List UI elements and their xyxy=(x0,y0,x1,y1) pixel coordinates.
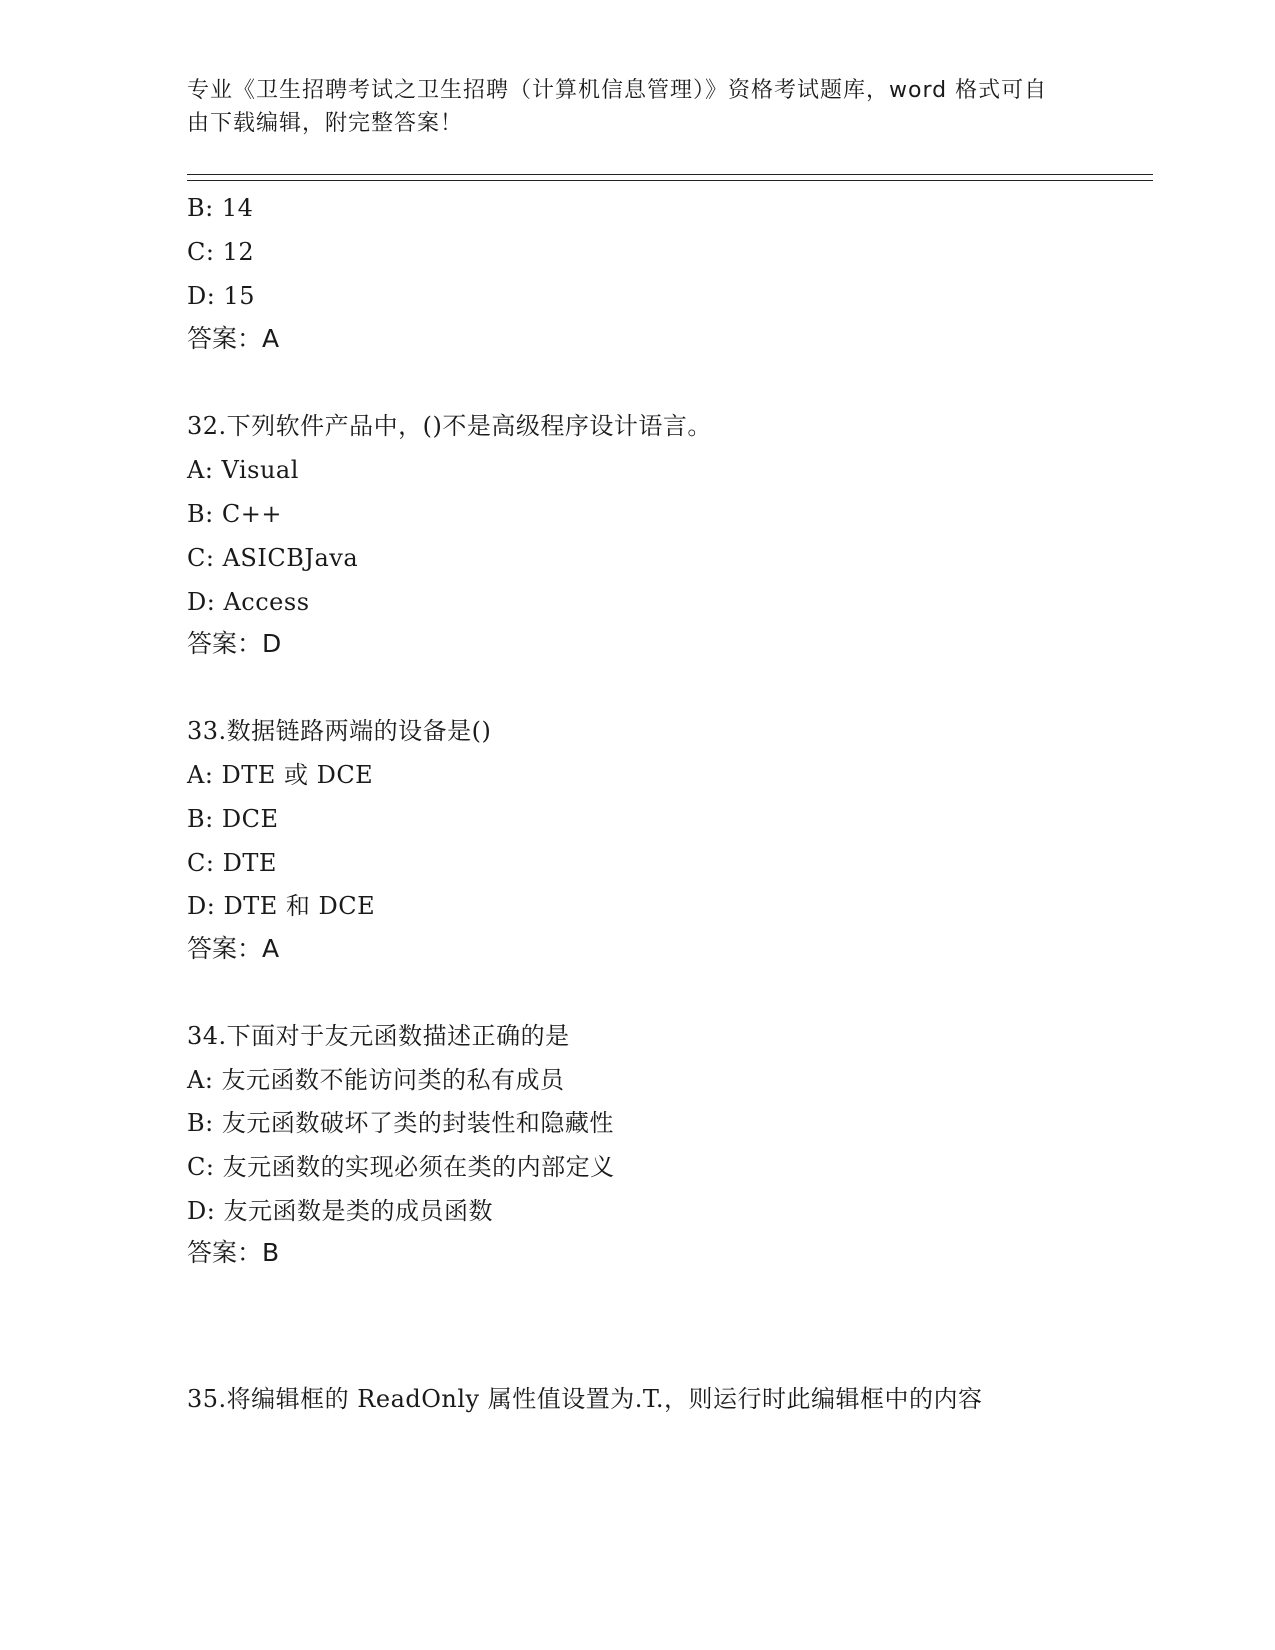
q33-answer: 答案：A xyxy=(187,934,280,963)
q33-option-c: C: DTE xyxy=(187,849,277,877)
q33-question: 33.数据链路两端的设备是() xyxy=(187,717,492,745)
q34-question: 34.下面对于友元函数描述正确的是 xyxy=(187,1022,570,1050)
document-header: 专业《卫生招聘考试之卫生招聘（计算机信息管理）》资格考试题库，word 格式可自由下载编辑，附完整答案！ xyxy=(187,78,1048,136)
q34-answer: 答案：B xyxy=(187,1238,280,1267)
q32-answer: 答案：D xyxy=(187,629,282,658)
header-divider-top xyxy=(187,174,1153,175)
q34-option-b: B: 友元函数破坏了类的封装性和隐藏性 xyxy=(187,1109,614,1137)
q31-option-c: C: 12 xyxy=(187,238,255,266)
q31-answer: 答案：A xyxy=(187,324,280,353)
q35-question: 35.将编辑框的 ReadOnly 属性值设置为.T.，则运行时此编辑框中的内容 xyxy=(187,1385,983,1413)
q32-option-d: D: Access xyxy=(187,588,310,616)
q34-option-c: C: 友元函数的实现必须在类的内部定义 xyxy=(187,1153,615,1181)
q33-option-b: B: DCE xyxy=(187,805,279,833)
q32-question: 32.下列软件产品中，()不是高级程序设计语言。 xyxy=(187,412,712,440)
q33-option-d: D: DTE 和 DCE xyxy=(187,892,376,920)
q31-option-d: D: 15 xyxy=(187,282,255,310)
q32-option-c: C: ASICBJava xyxy=(187,544,359,572)
q34-option-a: A: 友元函数不能访问类的私有成员 xyxy=(187,1066,565,1094)
q32-option-a: A: Visual xyxy=(187,456,299,484)
q31-option-b: B: 14 xyxy=(187,194,254,222)
header-divider-bottom xyxy=(187,180,1153,181)
q34-option-d: D: 友元函数是类的成员函数 xyxy=(187,1197,493,1225)
q33-option-a: A: DTE 或 DCE xyxy=(187,761,374,789)
q32-option-b: B: C++ xyxy=(187,500,282,528)
